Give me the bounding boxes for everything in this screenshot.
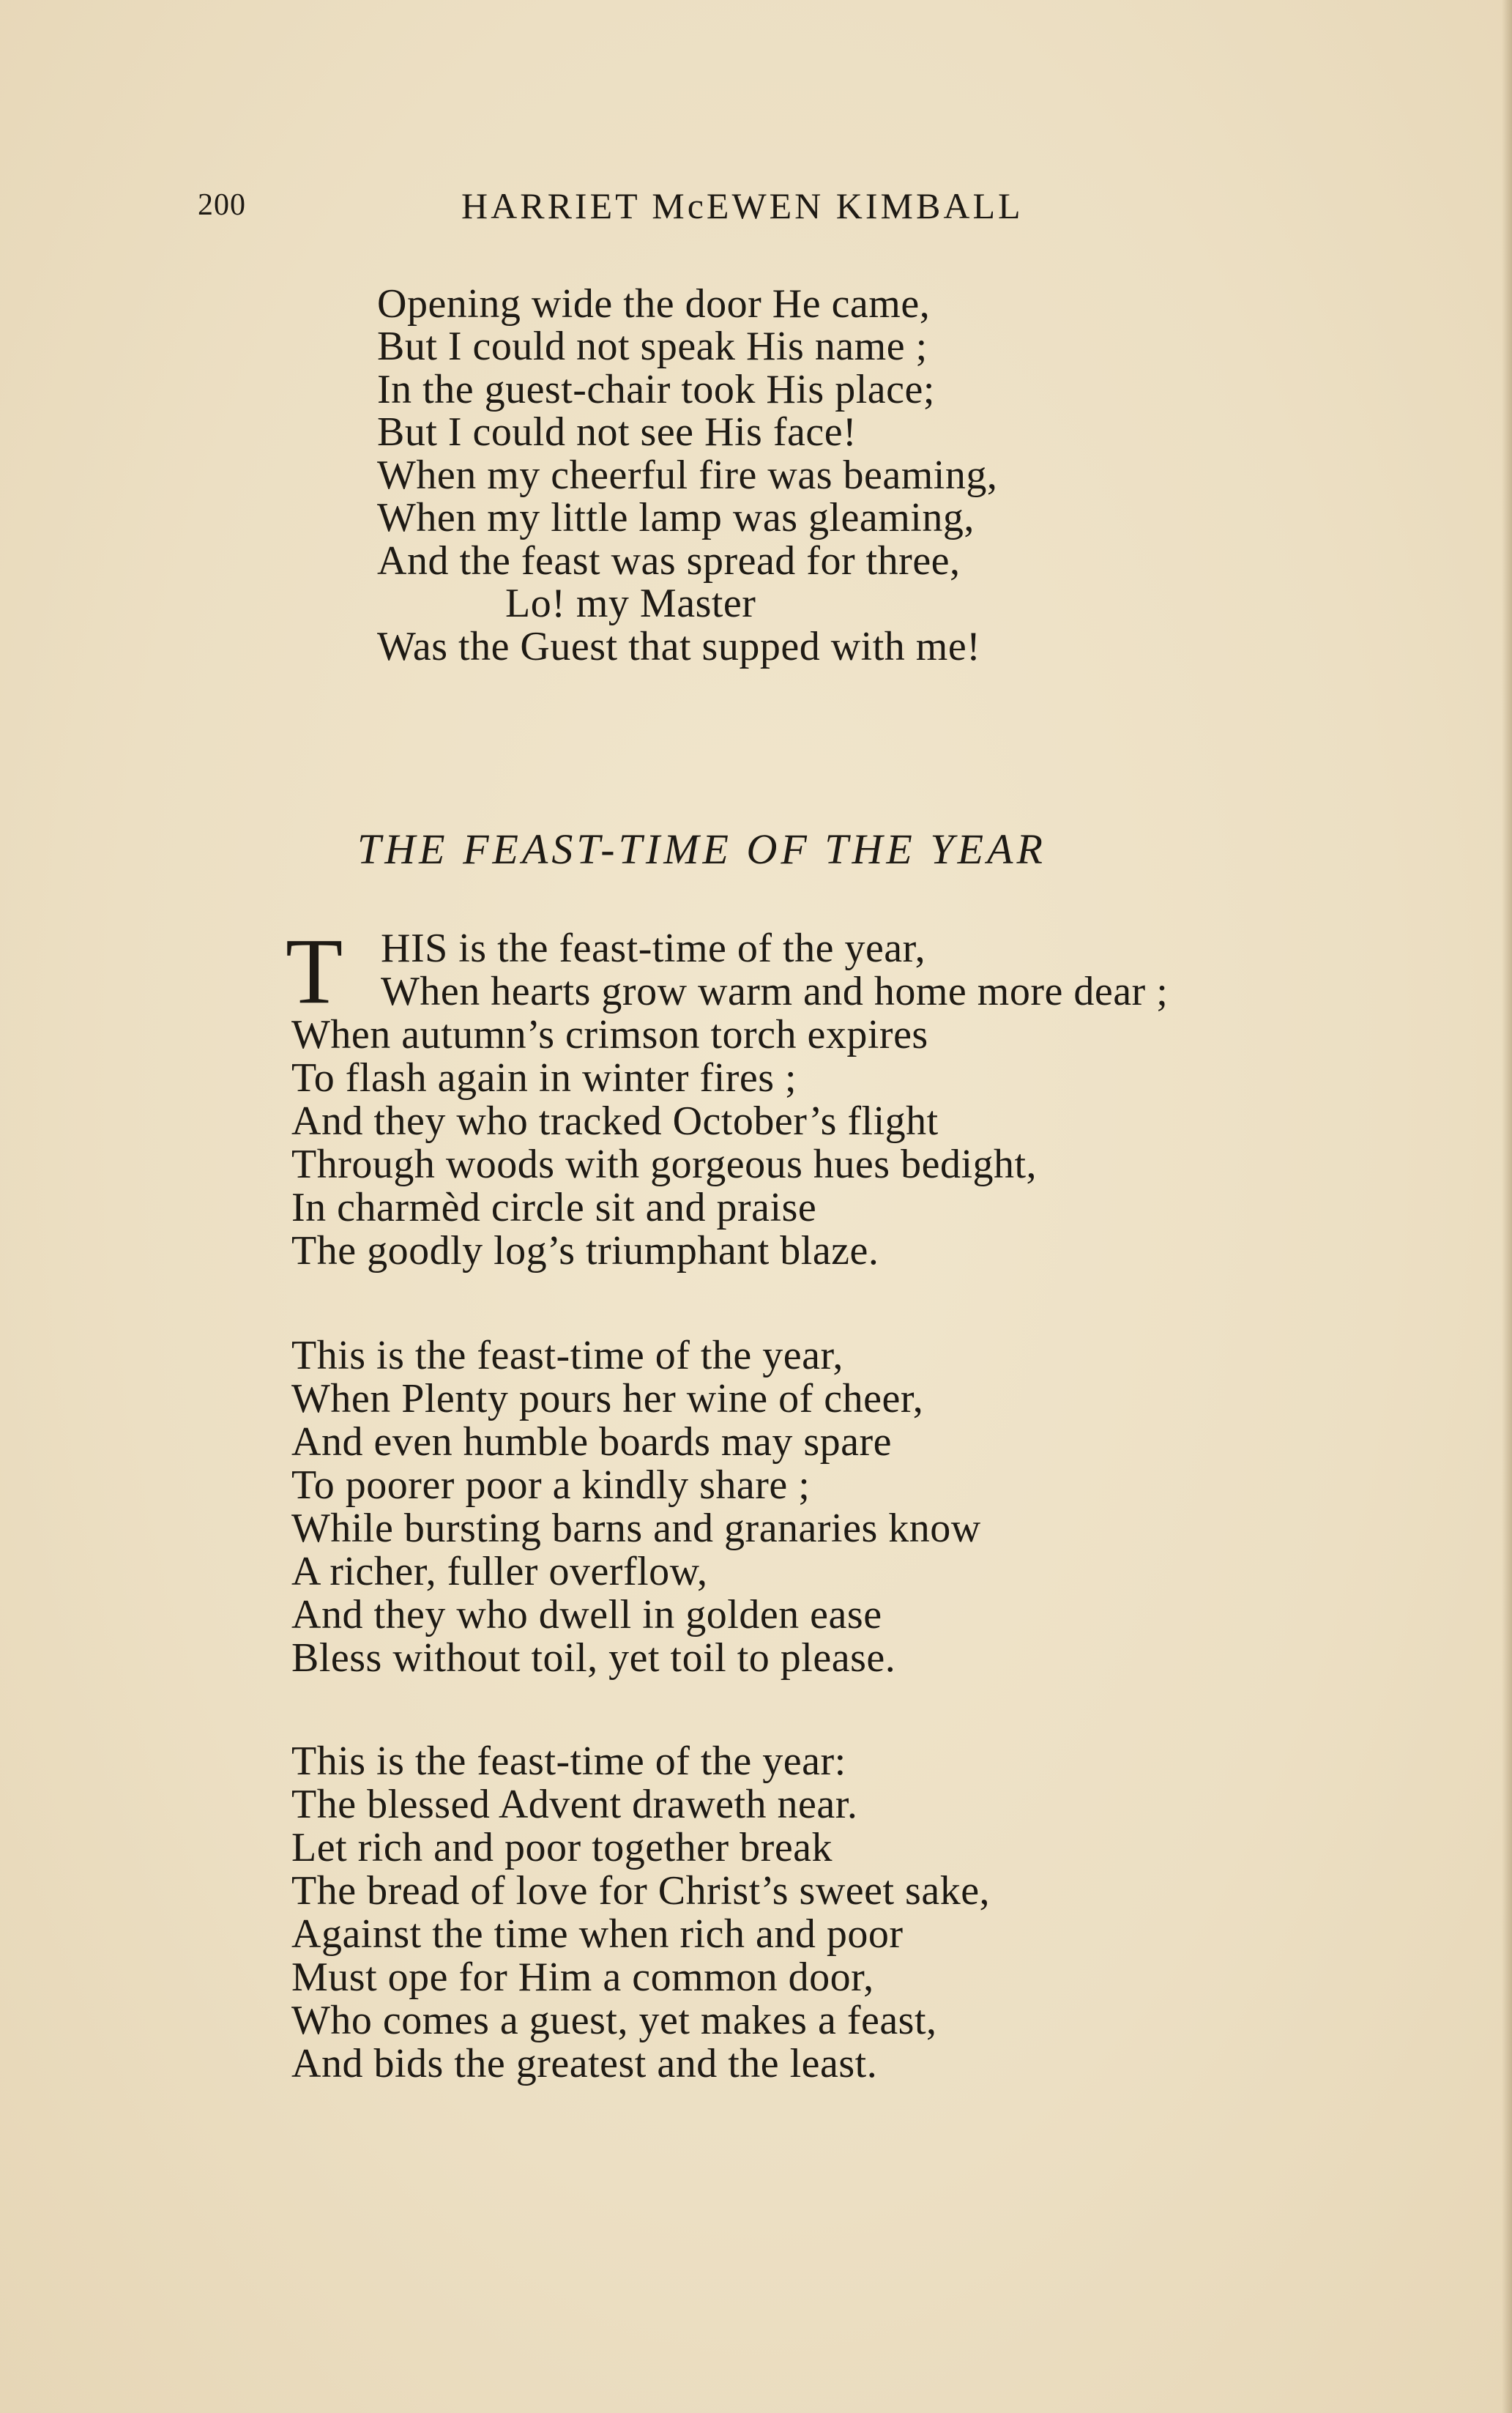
poem-line: When my little lamp was gleaming, (377, 495, 975, 540)
poem-line: Bless without toil, yet toil to please. (291, 1635, 896, 1681)
page-header (198, 185, 1120, 228)
poem-line: The blessed Advent draweth near. (291, 1782, 858, 1827)
poem-line: Let rich and poor together break (291, 1825, 833, 1870)
poem-line: But I could not see His face! (377, 409, 857, 455)
poem-line: But I could not speak His name ; (377, 324, 928, 369)
poem-line: When autumn’s crimson torch expires (291, 1012, 928, 1057)
poem-line: And the feast was spread for three, (377, 538, 961, 584)
poem-title: THE FEAST-TIME OF THE YEAR (357, 825, 1046, 873)
poem-line: This is the feast-time of the year: (291, 1739, 846, 1784)
poem-line: Who comes a guest, yet makes a feast, (291, 1998, 937, 2043)
poem-line: A richer, fuller overflow, (291, 1549, 708, 1594)
poem-line: The bread of love for Christ’s sweet sake, (291, 1868, 991, 1914)
poem-line: And bids the greatest and the least. (291, 2041, 878, 2086)
poem-line: In charmèd circle sit and praise (291, 1185, 817, 1230)
poem-line: When Plenty pours her wine of cheer, (291, 1376, 924, 1421)
page-number: 200 (198, 188, 246, 222)
poem-line: Through woods with gorgeous hues bedight, (291, 1142, 1038, 1187)
poem-line: And even humble boards may spare (291, 1419, 892, 1465)
poem-line: And they who tracked October’s flight (291, 1098, 939, 1144)
poem-line: Against the time when rich and poor (291, 1911, 904, 1957)
poem-line: To poorer poor a kindly share ; (291, 1462, 811, 1508)
poem-line: In the guest-chair took His place; (377, 367, 935, 412)
poem-line: When hearts grow warm and home more dear ; (381, 969, 1169, 1014)
poem-line: HIS is the feast-time of the year, (381, 926, 926, 971)
page-edge-shadow (1502, 0, 1512, 2413)
poem-line: The goodly log’s triumphant blaze. (291, 1228, 879, 1274)
poem-line: Must ope for Him a common door, (291, 1955, 874, 2000)
poem-line: When my cheerful fire was beaming, (377, 453, 998, 498)
poem-line: Was the Guest that supped with me! (377, 624, 981, 669)
poem-line: Opening wide the door He came, (377, 281, 931, 327)
running-head: HARRIET McEWEN KIMBALL (461, 185, 1024, 226)
poem-line: Lo! my Master (505, 581, 756, 626)
poem-line: And they who dwell in golden ease (291, 1592, 882, 1637)
poem-line: While bursting barns and granaries know (291, 1506, 981, 1551)
poem-line: This is the feast-time of the year, (291, 1333, 843, 1378)
drop-cap: T (286, 919, 343, 1023)
poem-line: To flash again in winter fires ; (291, 1055, 797, 1101)
